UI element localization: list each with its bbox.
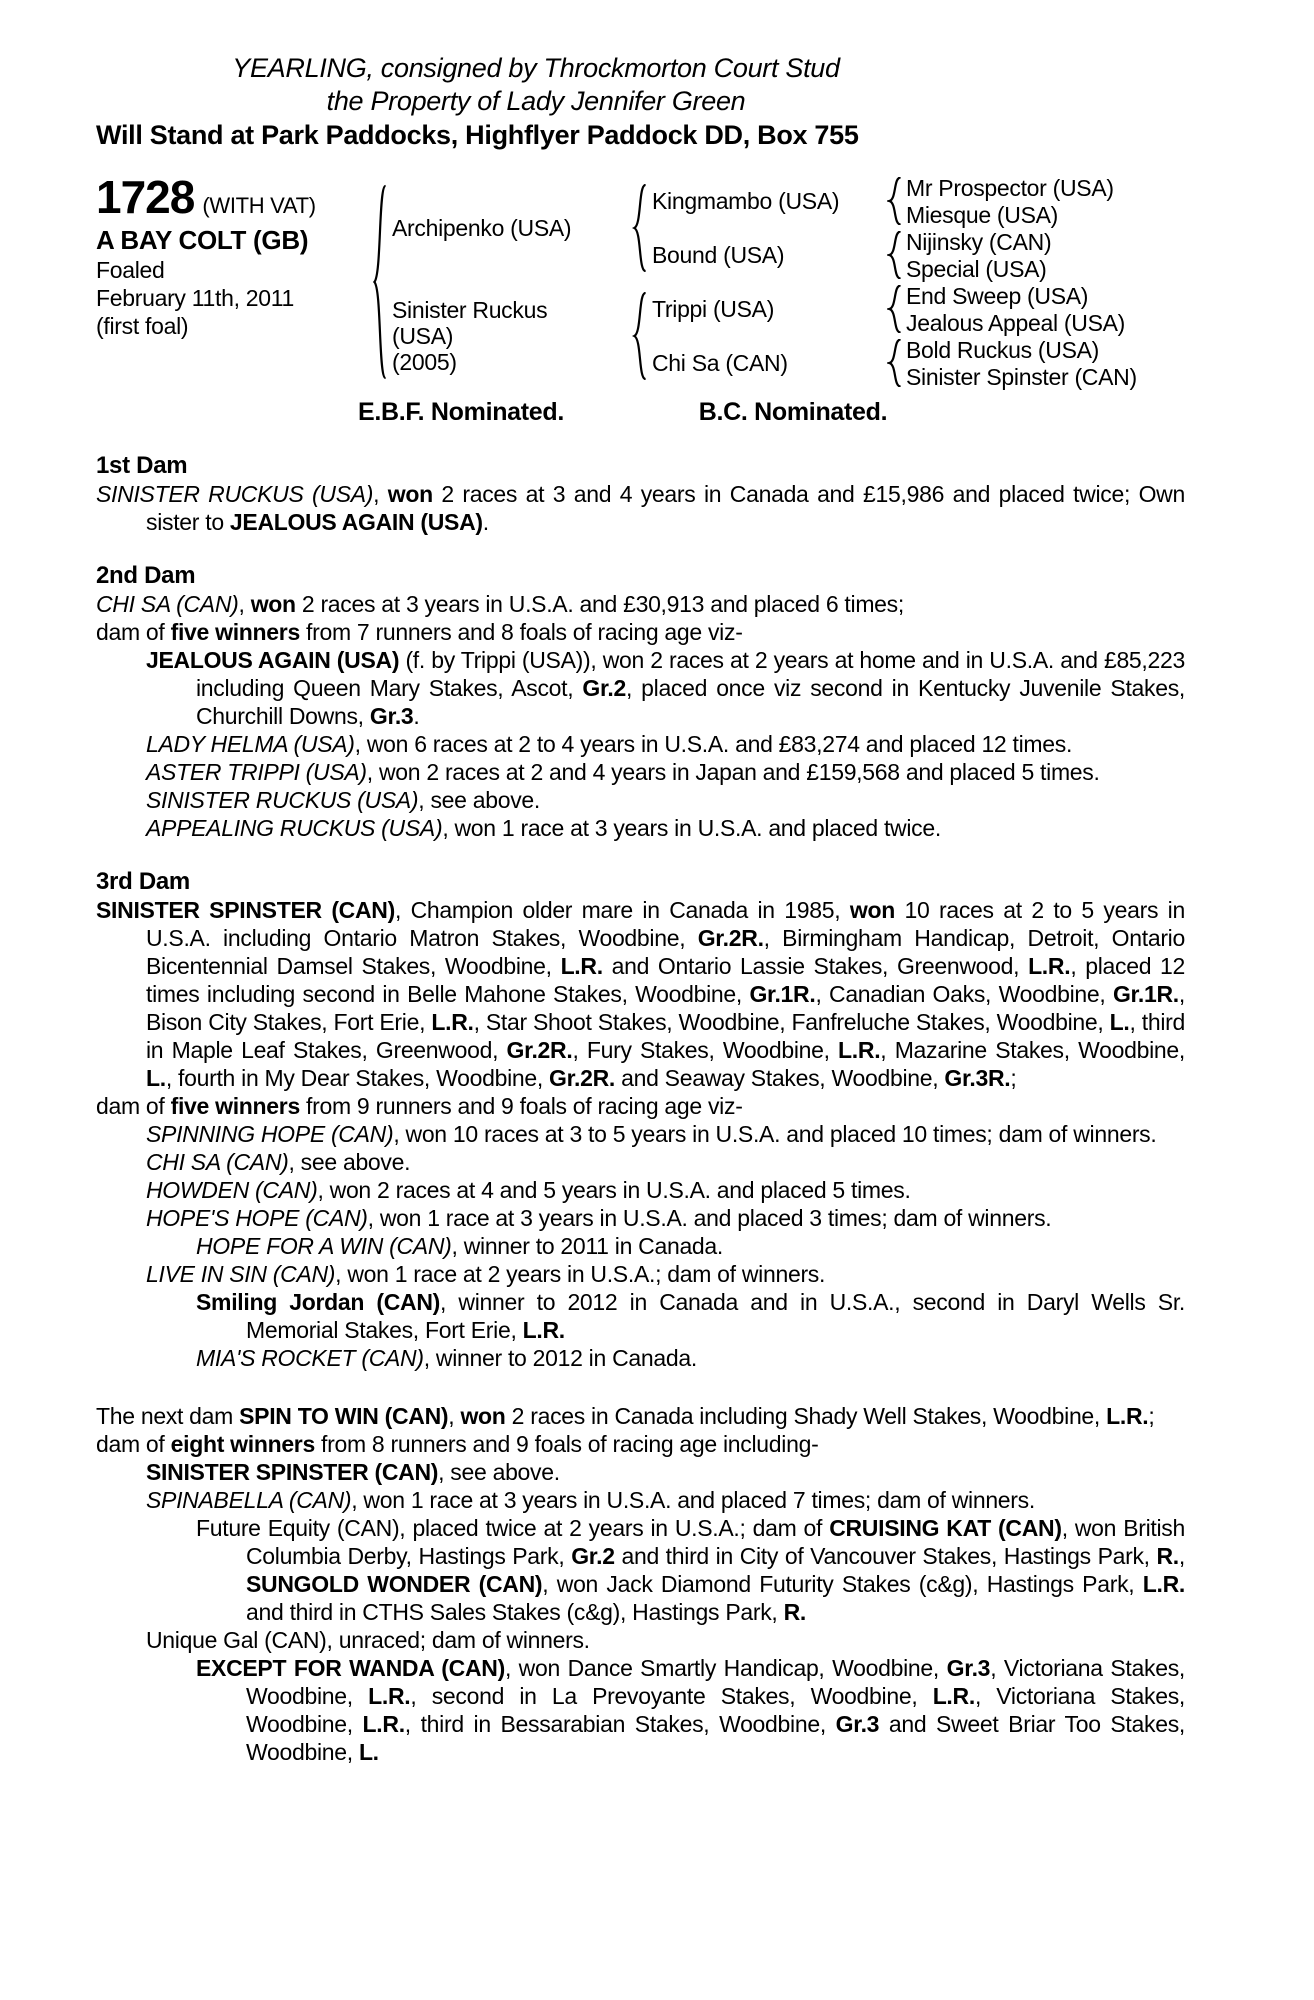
pedigree-paragraph: SPINNING HOPE (CAN), won 10 races at 3 to 5 years in U.S.A. and placed 10 times; dam of winners. <box>146 1121 1157 1147</box>
lot-description: A BAY COLT (GB) <box>96 225 309 255</box>
pedigree-paragraph: JEALOUS AGAIN (USA) (f. by Trippi (USA)), won 2 races at 2 years at home and in U.S.A. and £85,223 including Queen Mary Stakes, Ascot, Gr.2, placed once viz second in Kentucky Juvenile Stakes, Churchill Downs, Gr.3. <box>146 647 1186 729</box>
pedigree-paragraph: HOWDEN (CAN), won 2 races at 4 and 5 years in U.S.A. and placed 5 times. <box>146 1177 911 1203</box>
pedigree-brace-icon <box>368 174 392 390</box>
pedigree-paragraph: CHI SA (CAN), see above. <box>146 1149 411 1175</box>
consignor-line: YEARLING, consigned by Throckmorton Court Stud <box>232 53 840 83</box>
pedigree-paragraph: dam of eight winners from 8 runners and 9 foals of racing age including- <box>96 1431 819 1457</box>
bc-nomination: B.C. Nominated. <box>698 398 888 426</box>
pedigree-paragraph: SINISTER RUCKUS (USA), see above. <box>146 787 541 813</box>
lot-vat-note: (WITH VAT) <box>202 193 316 218</box>
section-heading: 3rd Dam <box>96 868 190 895</box>
pedigree-paragraph: The next dam SPIN TO WIN (CAN), won 2 races in Canada including Shady Well Stakes, Woodbine, L.R.; <box>96 1403 1155 1429</box>
section-2nd-dam <box>96 561 1185 842</box>
ebf-nomination: E.B.F. Nominated. <box>358 398 565 426</box>
foaled-label: Foaled <box>96 257 165 283</box>
sire-name: Archipenko (USA) <box>392 215 572 241</box>
pedigree-paragraph: SPINABELLA (CAN), won 1 race at 3 years in U.S.A. and placed 7 times; dam of winners. <box>146 1487 1035 1513</box>
lot-number-row <box>96 171 316 223</box>
pedigree-paragraph: dam of five winners from 9 runners and 9 foals of racing age viz- <box>96 1093 743 1119</box>
foaled-date: February 11th, 2011 <box>96 285 295 311</box>
section-next-dam <box>96 1402 1185 1766</box>
sire-dam-name: Bound (USA) <box>652 242 785 268</box>
first-foal-note: (first foal) <box>96 313 189 339</box>
dam-dam-name: Chi Sa (CAN) <box>652 350 788 376</box>
section-heading: 1st Dam <box>96 452 188 479</box>
pedigree-paragraph: HOPE FOR A WIN (CAN), winner to 2011 in Canada. <box>196 1233 724 1259</box>
section-1st-dam <box>96 451 1185 536</box>
ggp-name: Nijinsky (CAN) <box>906 228 1052 255</box>
pedigree-brace-icon <box>628 282 652 390</box>
pedigree-paragraph: Unique Gal (CAN), unraced; dam of winners. <box>146 1627 590 1653</box>
nominations-row <box>96 398 1185 426</box>
pedigree-paragraph: LIVE IN SIN (CAN), won 1 race at 2 years in U.S.A.; dam of winners. <box>146 1261 826 1287</box>
pedigree-paragraph: SINISTER SPINSTER (CAN), Champion older mare in Canada in 1985, won 10 races at 2 to 5 years in U.S.A. including Ontario Matron Stakes, Woodbine, Gr.2R., Birmingham Handicap, Detroit, Ontario Bicentennial Damsel Stakes, Woodbine, L.R. and Ontario Lassie Stakes, Greenwood, L.R., placed 12 times including second in Belle Mahone Stakes, Woodbine, Gr.1R., Canadian Oaks, Woodbine, Gr.1R., Bison City Stakes, Fort Erie, L.R., Star Shoot Stakes, Woodbine, Fanfreluche Stakes, Woodbine, L., third in Maple Leaf Stakes, Greenwood, Gr.2R., Fury Stakes, Woodbine, L.R., Mazarine Stakes, Woodbine, L., fourth in My Dear Stakes, Woodbine, Gr.2R. and Seaway Stakes, Woodbine, Gr.3R.; <box>96 897 1185 1091</box>
dam-name-line: Sinister Ruckus <box>392 297 548 323</box>
lot-number: 1728 <box>96 171 195 223</box>
pedigree-brace-icon <box>628 174 652 282</box>
pedigree-brace-icon <box>884 228 906 282</box>
dam-name <box>392 282 628 390</box>
ggp-name: Mr Prospector (USA) <box>906 174 1114 201</box>
pedigree-paragraph: APPEALING RUCKUS (USA), won 1 race at 3 years in U.S.A. and placed twice. <box>146 815 941 841</box>
pedigree-paragraph: HOPE'S HOPE (CAN), won 1 race at 3 years in U.S.A. and placed 3 times; dam of winners. <box>146 1205 1052 1231</box>
pedigree-paragraph: CHI SA (CAN), won 2 races at 3 years in U.S.A. and £30,913 and placed 6 times; <box>96 591 904 617</box>
section-3rd-dam <box>96 867 1185 1372</box>
pedigree-brace-icon <box>884 174 906 228</box>
pedigree-brace-icon <box>884 336 906 390</box>
pedigree-paragraph: MIA'S ROCKET (CAN), winner to 2012 in Canada. <box>196 1345 697 1371</box>
ggp-name: Miesque (USA) <box>906 201 1059 228</box>
section-heading: 2nd Dam <box>96 562 196 589</box>
pedigree-paragraph: SINISTER RUCKUS (USA), won 2 races at 3 and 4 years in Canada and £15,986 and placed twice; Own sister to JEALOUS AGAIN (USA). <box>96 481 1185 535</box>
ggp-name: Jealous Appeal (USA) <box>906 309 1126 336</box>
pedigree-paragraph: LADY HELMA (USA), won 6 races at 2 to 4 years in U.S.A. and £83,274 and placed 12 times. <box>146 731 1073 757</box>
lot-info <box>96 171 368 390</box>
ggp-name: End Sweep (USA) <box>906 282 1089 309</box>
pedigree-table <box>96 171 1185 390</box>
pedigree-paragraph: SINISTER SPINSTER (CAN), see above. <box>146 1459 560 1485</box>
pedigree-paragraph: Smiling Jordan (CAN), winner to 2012 in Canada and in U.S.A., second in Daryl Wells Sr. Memorial Stakes, Fort Erie, L.R. <box>196 1289 1186 1343</box>
dam-sire-name: Trippi (USA) <box>652 296 775 322</box>
owner-line: the Property of Lady Jennifer Green <box>326 86 746 116</box>
ggp-name: Bold Ruckus (USA) <box>906 336 1100 363</box>
dam-name-line: (2005) <box>392 349 457 375</box>
ggp-name: Sinister Spinster (CAN) <box>906 363 1137 390</box>
dam-name-line: (USA) <box>392 323 454 349</box>
ggp-name: Special (USA) <box>906 255 1047 282</box>
pedigree-paragraph: ASTER TRIPPI (USA), won 2 races at 2 and 4 years in Japan and £159,568 and placed 5 times. <box>146 759 1100 785</box>
stabling-line: Will Stand at Park Paddocks, Highflyer Paddock DD, Box 755 <box>96 120 859 150</box>
sire-sire-name: Kingmambo (USA) <box>652 188 840 214</box>
pedigree-paragraph: Future Equity (CAN), placed twice at 2 years in U.S.A.; dam of CRUISING KAT (CAN), won British Columbia Derby, Hastings Park, Gr.2 and third in City of Vancouver Stakes, Hastings Park, R., SUNGOLD WONDER (CAN), won Jack Diamond Futurity Stakes (c&g), Hastings Park, L.R. and third in CTHS Sales Stakes (c&g), Hastings Park, R. <box>196 1515 1185 1625</box>
consignor-header <box>96 52 976 118</box>
pedigree-paragraph: dam of five winners from 7 runners and 8 foals of racing age viz- <box>96 619 743 645</box>
pedigree-paragraph: EXCEPT FOR WANDA (CAN), won Dance Smartly Handicap, Woodbine, Gr.3, Victoriana Stakes, Woodbine, L.R., second in La Prevoyante Stakes, Woodbine, L.R., Victoriana Stakes, Woodbine, L.R., third in Bessarabian Stakes, Woodbine, Gr.3 and Sweet Briar Too Stakes, Woodbine, L. <box>196 1655 1186 1765</box>
pedigree-brace-icon <box>884 282 906 336</box>
